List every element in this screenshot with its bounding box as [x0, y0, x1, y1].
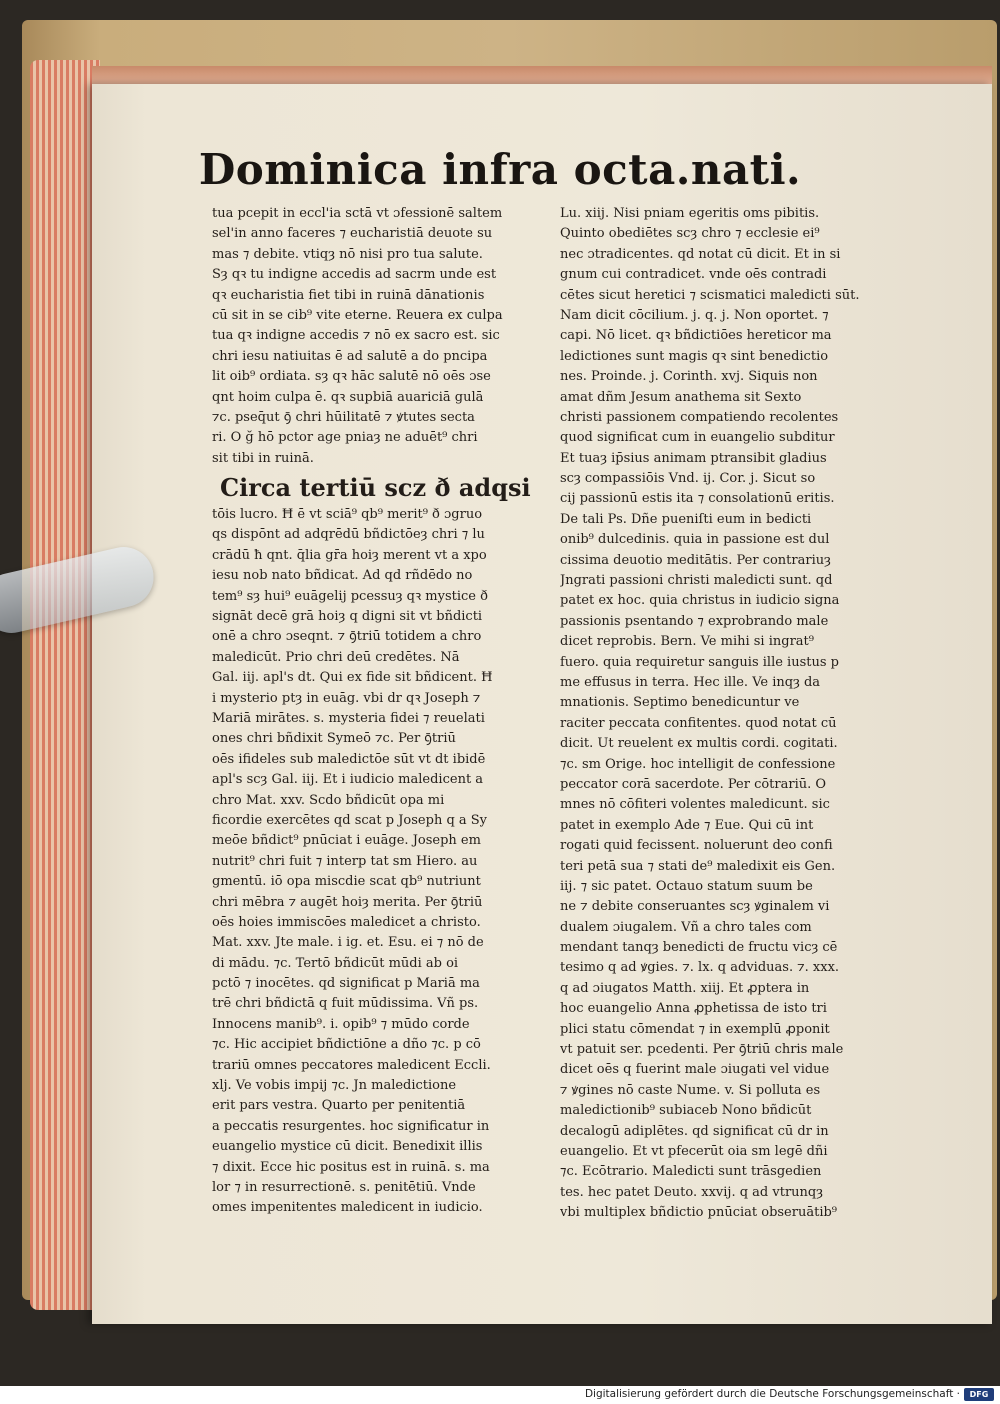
text-line: mendant tanqȝ benedicti de fructu vicȝ cē: [560, 940, 838, 956]
text-line: Gal. iij. apl's dt. Qui ex fide sit bñdicent. Ħ: [212, 670, 493, 686]
text-line: trariū omnes peccatores maledicent Eccli.: [212, 1057, 491, 1073]
text-line: mas ⁊ debite. vtiqȝ nō nisi pro tua salute.: [212, 246, 483, 262]
text-line: scȝ compassiōis Vnd. ij. Cor. j. Sicut so: [560, 471, 816, 487]
text-line: tua qꝛ indigne accedis ⁊ nō ex sacro est. sic: [212, 328, 500, 344]
text-line: di mādu. ⁊c. Tertō bñdicūt mūdi ab oi: [212, 955, 459, 971]
text-line: i mysterio ptȝ in euāg. vbi dr qꝛ Joseph ⁊: [212, 690, 481, 706]
footer-bar: [0, 1386, 1000, 1404]
text-line: gmentū. iō opa miscdie scat qb⁹ nutriunt: [212, 874, 481, 890]
text-line: sit tibi in ruinā.: [212, 450, 314, 466]
text-line: mnes nō cōfiteri volentes maledicunt. sic: [560, 797, 830, 813]
text-line: amat dñm Jesum anathema sit Sexto: [560, 389, 802, 405]
left-column: [212, 204, 552, 1219]
text-line: ⁊c. pseq̄ut ꝯ̄ chri hūilitatē ⁊ ꝟtutes secta: [212, 409, 475, 425]
text-line: fuero. quia requiretur sanguis ille iustus p: [560, 654, 839, 670]
text-line: Mariā mirātes. s. mysteria fidei ⁊ reuelati: [212, 710, 485, 726]
text-line: tesimo q ad ꝟgies. ⁊. lx. q adviduas. ⁊. xxx.: [560, 960, 840, 976]
text-line: lor ⁊ in resurrectionē. s. penitētiū. Vnde: [212, 1179, 476, 1195]
text-line: cū sit in se cib⁹ vite eterne. Reuera ex culpa: [212, 307, 503, 323]
text-line: Quinto obediētes scȝ chro ⁊ ecclesie ei⁹: [560, 226, 820, 242]
text-line: quod significat cum in euangelio subditur: [560, 430, 835, 446]
text-line: Nam dicit cōcilium. j. q. j. Non oportet. ⁊: [560, 307, 829, 323]
text-line: pctō ⁊ inocētes. qd significat p Mariā ma: [212, 976, 480, 992]
text-line: ⁊c. sm Orige. hoc intelligit de confessione: [560, 756, 836, 772]
text-line: qꝛ eucharistia fiet tibi in ruinā dānationis: [212, 287, 485, 303]
text-line: ledictiones sunt magis qꝛ sint benedictio: [560, 348, 829, 364]
text-line: teri petā sua ⁊ stati de⁹ maledixit eis Gen.: [560, 858, 836, 874]
text-line: De tali Ps. Dñe pueniſti eum in bedicti: [560, 511, 812, 527]
left-column-paragraph-b: [212, 505, 552, 1219]
text-line: tes. hec patet Deuto. xxvij. q ad vtrunqȝ: [560, 1184, 824, 1200]
text-line: ⁊c. Hic accipiet bñdictiōne a dño ⁊c. p cō: [212, 1037, 481, 1053]
text-line: raciter peccata confitentes. quod notat cū: [560, 715, 837, 731]
text-line: onē a chro ɔseqnt. ⁊ ꝯ̄triū totidem a chro: [212, 629, 482, 645]
text-line: Et tuaȝ ip̄sius animam ptransibit gladius: [560, 450, 827, 466]
text-line: vt patuit ser. pcedenti. Per ꝯ̄triū chris male: [560, 1042, 844, 1058]
text-line: dicet reprobis. Bern. Ve mihi si ingrat⁹: [560, 634, 814, 650]
text-line: decalogū adiplētes. qd significat cū dr in: [560, 1123, 829, 1139]
text-line: dicit. Ut reuelent ex multis cordi. cogitati.: [560, 736, 838, 752]
text-line: patet ex hoc. quia christus in iudicio signa: [560, 593, 840, 609]
text-line: Mat. xxv. Jte male. i ig. et. Esu. ei ⁊ nō de: [212, 935, 484, 951]
text-line: a peccatis resurgentes. hoc significatur in: [212, 1118, 490, 1134]
text-line: euangelio. Et vt pfecerūt oia sm legē dñi: [560, 1143, 828, 1159]
left-column-paragraph-a: [212, 204, 552, 469]
text-line: cij passionū estis ita ⁊ consolationū eritis.: [560, 491, 835, 507]
text-line: plici statu cōmendat ⁊ in exemplū ꝓponit: [560, 1021, 830, 1037]
text-line: chri mēbra ⁊ augēt hoiȝ merita. Per ꝯ̄triū: [212, 894, 483, 910]
text-line: maledicūt. Prio chri deū credētes. Nā: [212, 649, 460, 665]
text-line: nec ɔtradicentes. qd notat cū dicit. Et in si: [560, 246, 841, 262]
text-line: cētes sicut heretici ⁊ scismatici maledicti sūt.: [560, 287, 860, 303]
text-line: trē chri bñdictā q fuit mūdissima. Vñ ps.: [212, 996, 479, 1012]
text-line: q ad ɔiugatos Matth. xiij. Et ꝓptera in: [560, 980, 810, 996]
text-line: ⁊c. Ecōtrario. Maledicti sunt trāsgedien: [560, 1164, 822, 1180]
text-line: ⁊ dixit. Ecce hic positus est in ruinā. s. ma: [212, 1159, 490, 1175]
text-line: christi passionem compatiendo recolentes: [560, 409, 839, 425]
text-line: Sȝ qꝛ tu indigne accedis ad sacrm unde est: [212, 267, 497, 283]
text-line: oēs ifideles sub maledictōe sūt vt dt ibidē: [212, 751, 486, 767]
text-line: tua pcepit in eccl'ia sctā vt ɔfessionē saltem: [212, 206, 503, 221]
text-line: capi. Nō licet. qꝛ bñdictiōes hereticor ma: [560, 328, 832, 344]
text-line: vbi multiplex bñdictio pnūciat obseruātib⁹: [560, 1205, 838, 1221]
text-line: chri iesu natiuitas ē ad salutē a do pncipa: [212, 348, 488, 364]
text-line: rogati quid fecissent. noluerunt deo confi: [560, 838, 833, 854]
text-line: iij. ⁊ sic patet. Octauo statum suum be: [560, 878, 813, 894]
text-line: Jngrati passioni christi maledicti sunt. qd: [560, 573, 833, 589]
text-line: nes. Proinde. j. Corinth. xvj. Siquis non: [560, 369, 818, 385]
page-edges: [30, 60, 100, 1310]
footer-credit: Digitalisierung gefördert durch die Deutsche Forschungsgemeinschaft ·: [584, 1388, 960, 1400]
text-line: patet in exemplo Ade ⁊ Eue. Qui cū int: [560, 817, 814, 833]
text-line: ne ⁊ debite conseruantes scȝ ꝟginalem vi: [560, 899, 830, 915]
text-line: signāt decē grā hoiȝ q digni sit vt bñdicti: [212, 609, 483, 625]
page-heading: Dominica infra octa.nati.: [198, 145, 802, 194]
text-line: euangelio mystice cū dicit. Benedixit illis: [212, 1139, 483, 1155]
text-line: gnum cui contradicet. vnde oēs contradi: [560, 267, 827, 283]
text-line: tōis lucro. Ħ ē vt sciā⁹ qb⁹ merit⁹ ð ɔgruo: [212, 507, 483, 523]
text-line: ⁊ ꝟgines nō caste Nume. v. Si polluta es: [560, 1082, 821, 1098]
text-line: peccator corā sacerdote. Per cōtrariū. O: [560, 776, 827, 792]
text-line: meōe bñdict⁹ pnūciat i euāge. Joseph em: [212, 833, 481, 849]
text-line: nutrit⁹ chri fuit ⁊ interp tat sm Hiero. au: [212, 853, 478, 869]
text-line: dualem ɔiugalem. Vñ a chro tales com: [560, 919, 812, 935]
text-line: dicet oēs q fuerint male ɔiugati vel vidue: [560, 1062, 830, 1078]
text-line: ri. O ğ hō pctor age pniaȝ ne aduēt⁹ chri: [212, 430, 478, 446]
dfg-logo: DFG: [964, 1388, 994, 1401]
text-line: omes impenitentes maledicent in iudicio.: [212, 1200, 483, 1216]
text-line: erit pars vestra. Quarto per penitentiā: [212, 1098, 466, 1114]
text-line: qs dispōnt ad adqrēdū bñdictōeȝ chri ⁊ lu: [212, 527, 485, 543]
text-line: apl's scȝ Gal. iij. Et i iudicio maledicent a: [212, 772, 484, 788]
text-line: me effusus in terra. Hec ille. Ve inqȝ da: [560, 674, 821, 690]
text-line: crādū ħ qnt. q̄lia gr̄a hoiȝ merent vt a xpo: [212, 547, 487, 563]
text-line: tem⁹ sȝ hui⁹ euāgelij pcessuȝ qꝛ mystice ð: [212, 588, 488, 604]
text-line: onib⁹ dulcedinis. quia in passione est dul: [560, 532, 830, 548]
text-line: qnt hoim culpa ē. qꝛ supbiā auariciā gulā: [212, 389, 484, 405]
text-line: hoc euangelio Anna ꝓphetissa de isto tri: [560, 1001, 827, 1017]
text-line: xlj. Ve vobis impij ⁊c. Jn maledictione: [212, 1078, 457, 1094]
text-line: sel'in anno faceres ⁊ eucharistiā deuote su: [212, 226, 493, 242]
text-line: Innocens manib⁹. i. opib⁹ ⁊ mūdo corde: [212, 1016, 470, 1032]
text-line: maledictionib⁹ subiaceb Nono bñdicūt: [560, 1103, 812, 1119]
text-line: cissima deuotio meditātis. Per contrariuȝ: [560, 552, 831, 568]
text-line: Lu. xiij. Nisi pniam egeritis oms pibitis.: [560, 206, 820, 221]
text-line: mnationis. Septimo benedicuntur ve: [560, 695, 800, 711]
text-line: ones chri bñdixit Symeō ⁊c. Per ꝯ̄triū: [212, 731, 456, 747]
right-column: [560, 204, 892, 1224]
text-line: ficordie exercētes qd scat p Joseph q a Sy: [212, 812, 488, 828]
text-line: iesu nob nato bñdicat. Ad qd rñdēdo no: [212, 568, 473, 584]
section-heading: Circa tertiū scz ð adqsi: [220, 473, 531, 503]
text-line: lit oib⁹ ordiata. sȝ qꝛ hāc salutē nō oēs ɔse: [212, 369, 491, 385]
text-line: chro Mat. xxv. Scdo bñdicūt opa mi: [212, 792, 445, 808]
text-line: passionis psentando ⁊ exprobrando male: [560, 613, 829, 629]
text-line: oēs hoies immiscōes maledicet a christo.: [212, 914, 481, 930]
